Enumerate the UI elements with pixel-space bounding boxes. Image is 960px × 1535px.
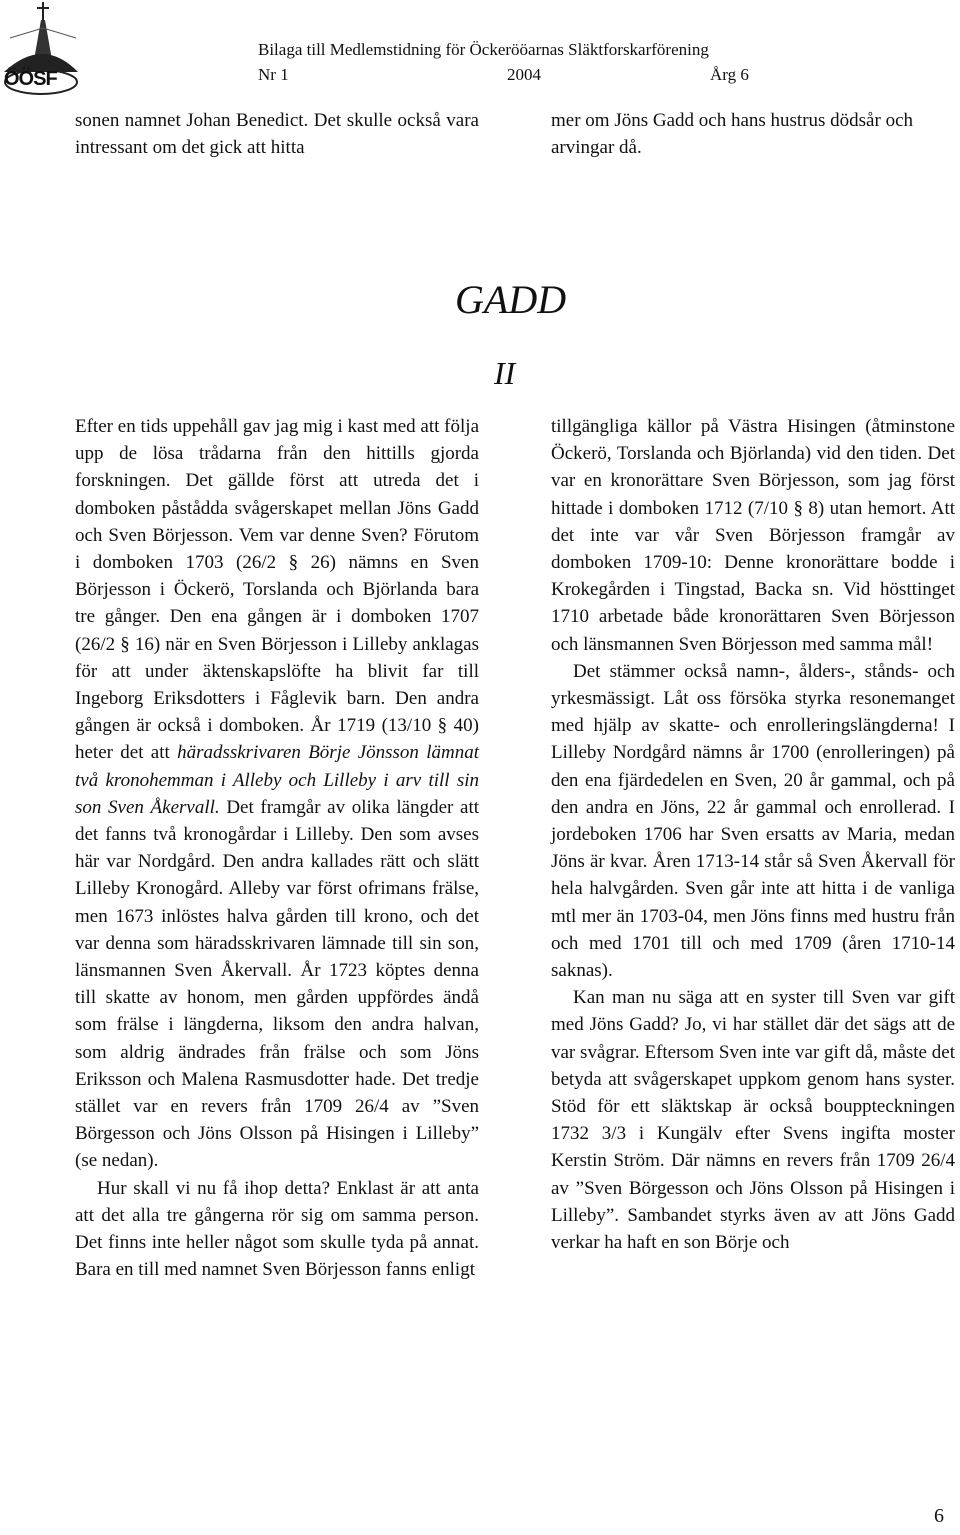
top-left-paragraph: sonen namnet Johan Benedict. Det skulle också vara intressant om det gick att hitta [75, 110, 479, 159]
left-paragraph-2: Hur skall vi nu få ihop detta? Enklast är att anta att det alla tre gångerna rör sig om samma person. Det finns inte heller något som skulle tyda på annat. Bara en till med namnet Sven Börjesson fanns enligt [75, 1177, 479, 1281]
left-paragraph-1-quote: häradsskrivaren Börje Jönsson lämnat två kronohemman i Alleby och Lilleby i arv till sin son Sven Åkervall. [75, 742, 479, 818]
right-paragraph-2: Det stämmer också namn-, ålders-, stånds- och yrkesmässigt. Låt oss försöka styrka resonemanget med hjälp av skatte- och enrolleringslängderna! I Lilleby Nordgård nämns år 1700 (enrolleringen) på den ena fjärdedelen en Sven, 20 år gammal, och på den andra en Jöns, 22 år gammal och enrollerad. I jordeboken 1706 har Sven ersatts av Maria, medan Jöns är kvar. Åren 1713-14 står så Sven Åkervall för hela halvgården. Sven går inte att hitta i de vanliga mtl mer än 1703-04, men Jöns finns med hustru från och med 1701 till och med 1709 (åren 1710-14 saknas). [551, 660, 955, 982]
header-year: 2004 [507, 65, 541, 84]
header-publication-line: Bilaga till Medlemstidning för Öckerööarnas Släktforskarförening [258, 40, 709, 59]
left-paragraph-1-part-a: Efter en tids uppehåll gav jag mig i kast med att följa upp de lösa trådarna från den hittills gjorda forskningen. Det gällde först att utreda det i domboken påstådda svågerskapet mellan Jöns Gadd och Sven Börjesson. Vem var denne Sven? Förutom i domboken 1703 (26/2 § 26) nämns en Sven Börjesson i Öckerö, Torslanda och Björlanda bara tre gånger. Den ena gången är i domboken 1707 (26/2 § 16) när en Sven Börjesson i Lilleby anklagas för att under äktenskapslöfte ha blivit far till Ingeborg Eriksdotters i Fåglevik barn. Den andra gången är också i domboken. År 1719 (13/10 § 40) heter det att [75, 416, 479, 764]
article-subtitle: II [494, 355, 516, 391]
left-column [75, 413, 479, 1284]
header-issue-number: Nr 1 [258, 65, 289, 84]
top-right-paragraph: mer om Jöns Gadd och hans hustrus dödsår och arvingar då. [551, 110, 914, 159]
right-column [551, 413, 955, 1256]
top-left-continuation [75, 107, 479, 161]
right-paragraph-1: tillgängliga källor på Västra Hisingen (åtminstone Öckerö, Torslanda och Björlanda) vid den tiden. Det var en kronorättare Sven Börjesson, som jag först hittade i domboken 1712 (7/10 § 8) utan hemort. Att det inte var vår Sven Börjesson framgår av domboken 1709-10: Denne kronorättare bodde i Krokegården i Tingstad, Backa sn. Vid hösttinget 1710 arbetade både kronorättaren Sven Börjesson och länsmannen Sven Börjesson med samma mål! [551, 416, 955, 655]
top-right-continuation [551, 107, 955, 161]
right-paragraph-3: Kan man nu säga att en syster till Sven var gift med Jöns Gadd? Jo, vi har stället där det sägs att de var svågrar. Eftersom Sven inte var gift då, måste det betyda att svågerskapet uppkom genom hans syster. Stöd för ett släktskap är också bouppteckningen 1732 3/3 i Kungälv efter Svens ingifta moster Kerstin Ström. Där nämns en revers från 1709 26/4 av ”Sven Börgesson och Jöns Olsson på Hisingen i Lilleby”. Sambandet styrks även av att Jöns Gadd verkar ha haft en son Börje och [551, 987, 955, 1254]
article-title: GADD [455, 277, 567, 322]
page-number: 6 [934, 1505, 944, 1527]
header-volume: Årg 6 [710, 65, 749, 84]
left-paragraph-1-part-b: Det framgår av olika längder att det fanns två kronogårdar i Lilleby. Den som avses här var Nordgård. Den andra kallades rätt och slätt Lilleby Kronogård. Alleby var först ofrimans frälse, men 1673 inlöstes halva gården till krono, och det var denna som häradsskrivaren lämnade till sin son, länsmannen Sven Åkervall. År 1723 köptes denna till skatte av honom, men gården uppfördes ändå som frälse i längderna, liksom den andra halvan, som aldrig ändrades från frälse och som Jöns Eriksson och Malena Rasmusdotter hade. Det tredje stället var en revers från 1709 26/4 av ”Sven Börgesson och Jöns Olsson på Hisingen i Lilleby” (se nedan). [75, 796, 479, 1172]
logo-text: ÖÖSF [4, 68, 57, 90]
left-paragraph-1 [75, 413, 479, 1175]
society-logo [0, 0, 80, 100]
